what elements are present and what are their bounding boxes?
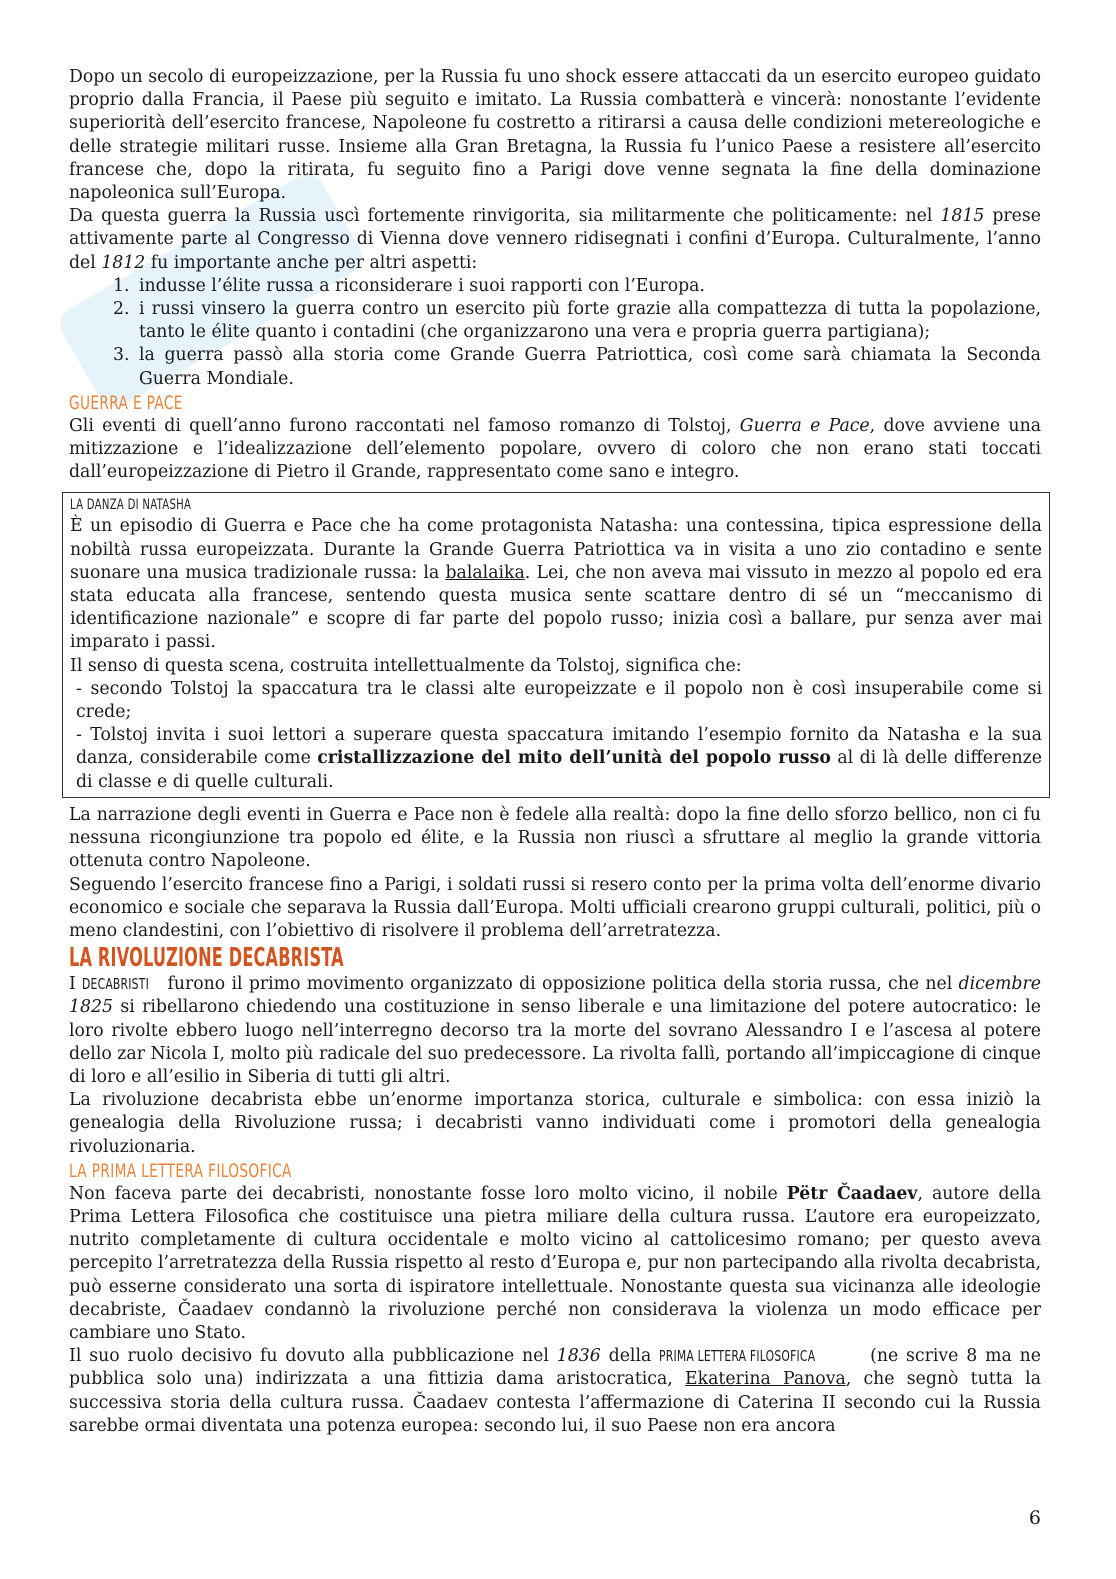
heading-prima-lettera-filosofica: LA PRIMA LETTERA FILOSOFICA [69,1159,292,1182]
paragraph-caadaev: Non faceva parte dei decabristi, nonostante fosse loro molto vicino, il nobile Pëtr Čaadaev, autore della Prima Lettera Filosofica che costituisce una pietra miliare della cultura russa. L’autore era europeizzato, nutrito completamente di cultura occidentale e molto vicino al cattolicesimo romano; per questo aveva percepito l’arretratezza della Russia rispetto al resto d’Europa e, pur non partecipando alla rivolta decabrista, può esserne considerato una sorta di ispiratore intellettuale. Nonostante questa sua vicinanza alle ideologie decabriste, Čaadaev condannò la rivoluzione perché non considerava la violenza un modo efficace per cambiare uno Stato. [69,1183,1041,1343]
paragraph-decabristi: I DECABRISTI furono il primo movimento organizzato di opposizione politica della storia russa, che nel dicembre 1825 si ribellarono chiedendo una costituzione in senso liberale e una limitazione del potere autocratico: le loro rivolte ebbero luogo nell’interregno decorso tra la morte del sovrano Alessandro I e l’ascesa al potere dello zar Nicola I, molto più radicale del suo predecessore. La rivolta fallì, portando all’impiccagione di cinque di loro e all’esilio in Siberia di tutti gli altri. [69,974,1041,1087]
page-content [69,66,1041,1438]
box-paragraph: È un episodio di Guerra e Pace che ha come protagonista Natasha: una contessina, tipica espressione della nobiltà russa europeizzata. Durante la Grande Guerra Patriottica va in visita a uno zio contadino e sente suonare una musica tradizionale russa: la balalaika. Lei, che non aveva mai vissuto in mezzo al popolo ed era stata educata alla francese, sentendo questa musica sente scattare dentro di sé un “meccanismo di identificazione nazionale” e scopre di far parte del popolo russo; inizia così a ballare, pur senza aver mai imparato i passi. [70,516,1042,653]
list-item: 3. la guerra passò alla storia come Grande Guerra Patriottica, così come sarà chiamata la Seconda Guerra Mondiale. [135,344,1041,390]
heading-rivoluzione-decabrista: LA RIVOLUZIONE DECABRISTA [69,943,344,974]
page-number: 6 [1028,1507,1041,1529]
box-title: LA DANZA DI NATASHA [70,497,192,514]
list-item: 1. indusse l’élite russa a riconsiderare i suoi rapporti con l’Europa. [135,275,1041,298]
heading-guerra-e-pace: GUERRA E PACE [69,391,183,414]
paragraph-pubblicazione: Il suo ruolo decisivo fu dovuto alla pubblicazione nel 1836 della PRIMA LETTERA FILOSOFICA (ne scrive 8 ma ne pubblica solo una) indirizzata a una fittizia dama aristocratica, Ekaterina Panova, che segnò tutta la successiva storia della cultura russa. Čaadaev contesta l’affermazione di Caterina II secondo cui la Russia sarebbe ormai diventata una potenza europea: secondo lui, il suo Paese non era ancora [69,1346,1041,1436]
paragraph-intro: Dopo un secolo di europeizzazione, per la Russia fu uno shock essere attaccati da un esercito europeo guidato proprio dalla Francia, il Paese più seguito e imitato. La Russia combatterà e vincerà: nonostante l’evidente superiorità dell’esercito francese, Napoleone fu costretto a ritirarsi a causa delle condizioni metereologiche e delle strategie militari russe. Insieme alla Gran Bretagna, la Russia fu l’unico Paese a resistere all’esercito francese che, dopo la ritirata, fu seguito fino a Parigi dove venne segnata la fine della dominazione napoleonica sull’Europa. [69,67,1041,204]
paragraph-ufficiali: Seguendo l’esercito francese fino a Parigi, i soldati russi si resero conto per la prima volta dell’enorme divario economico e sociale che separava la Russia dall’Europa. Molti ufficiali crearono gruppi culturali, politici, più o meno clandestini, con l’obiettivo di risolvere il problema dell’arretratezza. [69,874,1041,941]
box-paragraph: Il senso di questa scena, costruita intellettualmente da Tolstoj, significa che: [70,655,742,676]
list-item: 2. i russi vinsero la guerra contro un esercito più forte grazie alla compattezza di tutta la popolazione, tanto le élite quanto i contadini (che organizzarono una vera e propria guerra partigiana); [135,298,1041,344]
numbered-list [69,275,1041,391]
paragraph-tolstoj: Gli eventi di quell’anno furono raccontati nel famoso romanzo di Tolstoj, Guerra e Pace, dove avviene una mitizzazione e l’idealizzazione dell’elemento popolare, ovvero di coloro che non erano stati toccati dall’europeizzazione di Pietro il Grande, rappresentato come sano e integro. [69,415,1041,483]
paragraph-narrazione: La narrazione degli eventi in Guerra e Pace non è fedele alla realtà: dopo la fine dello sforzo bellico, non ci fu nessuna ricongiunzione tra popolo ed élite, e la Russia non riuscì a sfruttare al meglio la grande vittoria ottenuta contro Napoleone. [69,804,1041,872]
box-dash-item: - secondo Tolstoj la spaccatura tra le classi alte europeizzate e il popolo non è così insuperabile come si crede; [76,678,1042,723]
boxed-note-natasha [62,492,1050,797]
paragraph-genealogia: La rivoluzione decabrista ebbe un’enorme importanza storica, culturale e simbolica: con essa iniziò la genealogia della Rivoluzione russa; i decabristi vanno individuati come i promotori della genealogia rivoluzionaria. [69,1090,1041,1157]
paragraph-congresso: Da questa guerra la Russia uscì fortemente rinvigorita, sia militarmente che politicamente: nel 1815 prese attivamente parte al Congresso di Vienna dove vennero ridisegnati i confini d’Europa. Culturalmente, l’anno del 1812 fu importante anche per altri aspetti: [69,206,1041,273]
box-dash-item: - Tolstoj invita i suoi lettori a superare questa spaccatura imitando l’esempio fornito da Natasha e la sua danza, considerabile come cristallizzazione del mito dell’unità del popolo russo al di là delle differenze di classe e di quelle culturali. [76,725,1042,792]
